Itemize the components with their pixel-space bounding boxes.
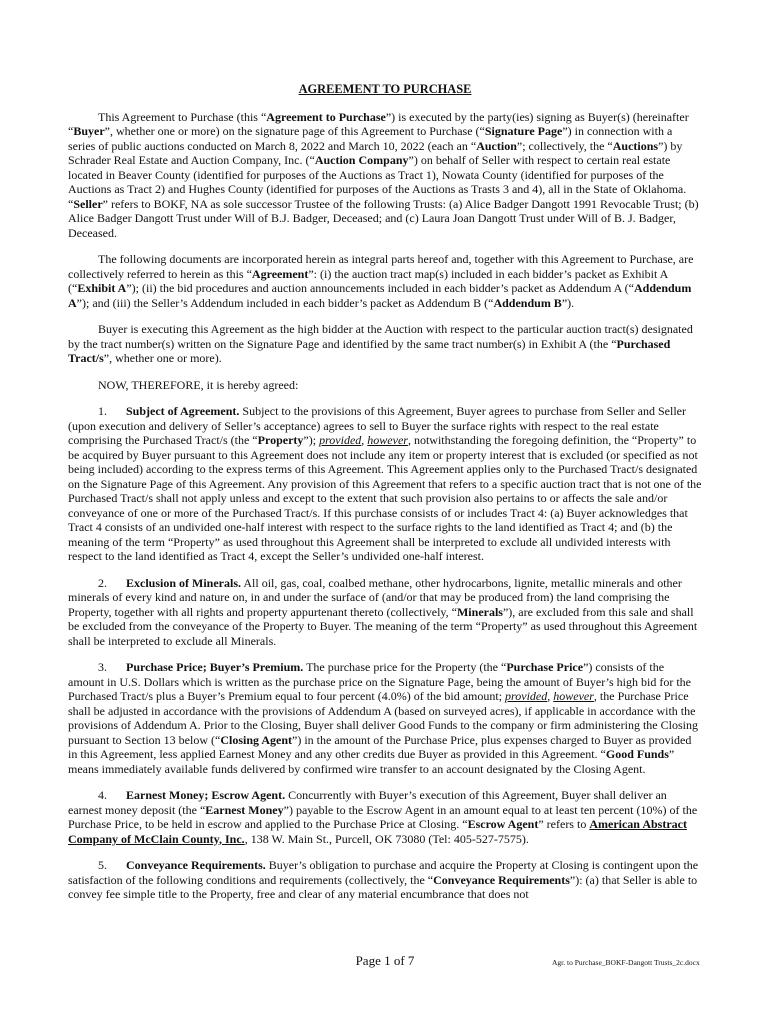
defined-term: Exhibit A [77, 281, 127, 295]
section-heading: Subject of Agreement. [126, 404, 240, 418]
text-run: ” refers to [538, 817, 590, 831]
section-heading: Purchase Price; Buyer’s Premium. [126, 660, 304, 674]
defined-term: Agreement [251, 266, 309, 281]
section-2 [68, 576, 702, 649]
defined-term: Minerals [456, 604, 503, 619]
defined-term: Purchased Tract/s [68, 336, 671, 365]
text-run: ”); and (iii) the Seller’s Addendum included in each bidder’s packet as Addendum B (“ [76, 295, 494, 310]
text-run: Buyer’s obligation to purchase and acquire the Property at Closing is contingent upon the satisfaction of the following conditions and requirements (collectively, the “ [68, 858, 699, 887]
text-run: ”) consists of the amount in U.S. Dollars which is written as the purchase price on the Signature Page, being the amount of Buyer’s high bid for the Purchased Tract/s plus a Buyer’s Premium equal to four percent (4.0%) of the bid amount; [68, 660, 691, 703]
text-run: ”); [303, 433, 320, 447]
text-run: This Agreement to Purchase (this “ [98, 109, 267, 124]
defined-term: Purchase Price [506, 660, 584, 674]
text-run: ”) payable to the Escrow Agent in an amount equal to at least ten percent (10%) of the Purchase Price, to be held in escrow and applied to the Purchase Price at Closing. “ [68, 802, 698, 831]
text-run: ” refers to BOKF, NA as sole successor Trustee of the following Trusts: (a) Alice Badger Dangott 1991 Revocable Trust; (b) Alice Badger Dangott Trust under Will of B.J. Badger, Deceased; and (c) Laura Joan Dangott Trust under Will of B. J. Badger, Deceased. [68, 196, 699, 240]
text-run: , [547, 689, 554, 703]
text-run: ”, whether one or more) on the signature page of this Agreement to Purchase (“ [104, 124, 485, 138]
section-4 [68, 788, 702, 846]
text-run: Concurrently with Buyer’s execution of this Agreement, Buyer shall deliver an earnest money deposit (the “ [68, 788, 667, 817]
text-run: , [361, 433, 368, 447]
defined-term: Signature Page [484, 124, 563, 138]
text-run: Buyer is executing this Agreement as the high bidder at the Auction with respect to the particular auction tract(s) designated by the tract number(s) written on the Signature Page and identified by the same tract number(s) in Exhibit A (the “ [68, 322, 693, 351]
file-name: Agr. to Purchase_BOKF-Dangott Trusts_2c.docx [552, 958, 700, 967]
defined-term: Auction [476, 138, 517, 153]
defined-term: Property [257, 433, 304, 447]
text-run: ”). [561, 295, 575, 310]
section-number: 4. [98, 788, 107, 802]
text-run: ”) by Schrader Real Estate and Auction Company, Inc. (“ [68, 138, 683, 167]
section-3 [68, 660, 702, 776]
section-number: 3. [98, 660, 107, 674]
documents-paragraph [68, 252, 702, 310]
text-run: ”; collectively, the “ [516, 138, 613, 153]
defined-term: Addendum A [68, 281, 692, 310]
buyer-paragraph [68, 322, 702, 366]
page-number: Page 1 of 7 [355, 953, 415, 968]
emphasis-term: provided [319, 433, 362, 447]
section-number: 2. [98, 575, 107, 590]
defined-term: Buyer [73, 124, 105, 138]
text-run: ”) is executed by the party(ies) signing as Buyer(s) (hereinafter “ [68, 109, 689, 138]
section-number: 5. [98, 858, 107, 872]
defined-term: Agreement to Purchase [266, 109, 386, 124]
text-run: ”) on behalf of Seller with respect to certain real estate located in Beaver County (identified for purposes of the Auctions as Tract 1), Nowata County (identified for purposes of the Auctions as Tract 2) and Hughes County (identified for purposes of the Auctions as Trasts 3 and 4), all in the State of Oklahoma. “ [68, 153, 687, 211]
section-5 [68, 858, 702, 902]
text-run: , the Purchase Price shall be adjusted in accordance with the provisions of Addendum A (based on surveyed acres), if applicable in accordance with the provisions of Addendum A. Prior to the Closing, Buyer shall deliver Good Funds to the company or firm administering the Closing pursuant to Section 13 below (“ [68, 689, 698, 747]
emphasis-term: however [367, 433, 408, 447]
section-heading: Earnest Money; Escrow Agent. [126, 788, 286, 802]
text-run: ”) in connection with a series of public auctions conducted on March 8, 2022 and March 10, 2022 (each an “ [68, 124, 673, 153]
section-heading: Exclusion of Minerals. [126, 575, 242, 590]
defined-term: Earnest Money [205, 802, 284, 817]
defined-term: Closing Agent [220, 732, 292, 747]
defined-term: Good Funds [605, 747, 669, 761]
defined-term: Conveyance Requirements [433, 872, 570, 887]
defined-term: Auction Company [314, 153, 409, 167]
document-page [68, 82, 702, 914]
emphasis-term: however [553, 689, 594, 703]
defined-term: Seller [73, 196, 103, 211]
document-title: AGREEMENT TO PURCHASE [298, 82, 472, 96]
section-heading: Conveyance Requirements. [126, 858, 266, 872]
text-run: ”) in the amount of the Purchase Price, plus expenses charged to Buyer as provided in this Agreement, less applied Earnest Money and any other credits due Buyer as provided in this Agreement. “ [68, 732, 692, 761]
intro-paragraph [68, 110, 702, 241]
section-1 [68, 404, 702, 564]
escrow-company-name: American Abstract Company of McClain County, Inc. [68, 817, 687, 846]
text-run: The purchase price for the Property (the “ [303, 660, 507, 674]
text-run: ”); (ii) the bid procedures and auction announcements included in each bidder’s packet as Addendum A (“ [126, 281, 634, 295]
text-run: Subject to the provisions of this Agreement, Buyer agrees to purchase from Seller and Seller (upon execution and delivery of Seller’s acceptance) agrees to sell to Buyer the surface rights with respect to the real estate comprising the Purchased Tract/s (the “ [68, 404, 686, 447]
text-run: ” means immediately available funds delivered by confirmed wire transfer to an account designated by the Closing Agent. [68, 747, 675, 776]
defined-term: Addendum B [493, 295, 562, 310]
therefore-paragraph: NOW, THEREFORE, it is hereby agreed: [98, 377, 299, 392]
text-run: ”), are excluded from this sale and shall be excluded from the conveyance of the Property to Buyer. The meaning of the term “Property” as used throughout this Agreement shall be interpreted to exclude all Minerals. [68, 604, 698, 648]
text-run: ”: (i) the auction tract map(s) included in each bidder’s packet as Exhibit A (“ [68, 266, 668, 295]
defined-term: Escrow Agent [467, 817, 539, 831]
text-run: , notwithstanding the foregoing definition, the “Property” to be acquired by Buyer pursuant to this Agreement does not include any item or property interest that is excluded (or specified as not being included) according to the express terms of this Agreement. This Agreement applies only to the Purchased Tract/s designated on the Signature Page of this Agreement. Any provision of this Agreement that refers to a specific auction tract that is not one of the Purchased Tract/s shall not apply unless and except to the extent that such provision also pertains to or affects the sale and/or conveyance of one or more of the Purchased Tract/s. If this purchase consists of or includes Tract 4: (a) Buyer acknowledges that Tract 4 consists of an undivided one-half interest with respect to the surface rights to the land identified as Tract 4; and (b) the meaning of the term “Property” as used throughout this Agreement shall be interpreted to exclude all undivided interests with respect to the land identified as Tract 4, except the Seller’s undivided one-half interest. [68, 433, 702, 563]
text-run: All oil, gas, coal, coalbed methane, other hydrocarbons, lignite, metallic minerals and other minerals of every kind and nature on, in and under the surface of (and/or that may be produced from) the land comprising the Property, together with all rights and property appurtenant thereto (collectively, “ [68, 575, 682, 619]
text-run: , 138 W. Main St., Purcell, OK 73080 (Tel: 405-527-7575). [244, 831, 529, 846]
section-number: 1. [98, 404, 107, 418]
defined-term: Auctions [612, 138, 659, 153]
text-run: The following documents are incorporated herein as integral parts hereof and, together with this Agreement to Purchase, are collectively referred to herein as this “ [68, 252, 694, 281]
emphasis-term: provided [505, 689, 548, 703]
text-run: ”): (a) that Seller is able to convey fee simple title to the Property, free and clear of any material encumbrance that does not [68, 872, 698, 901]
text-run: ”, whether one or more). [103, 351, 222, 365]
